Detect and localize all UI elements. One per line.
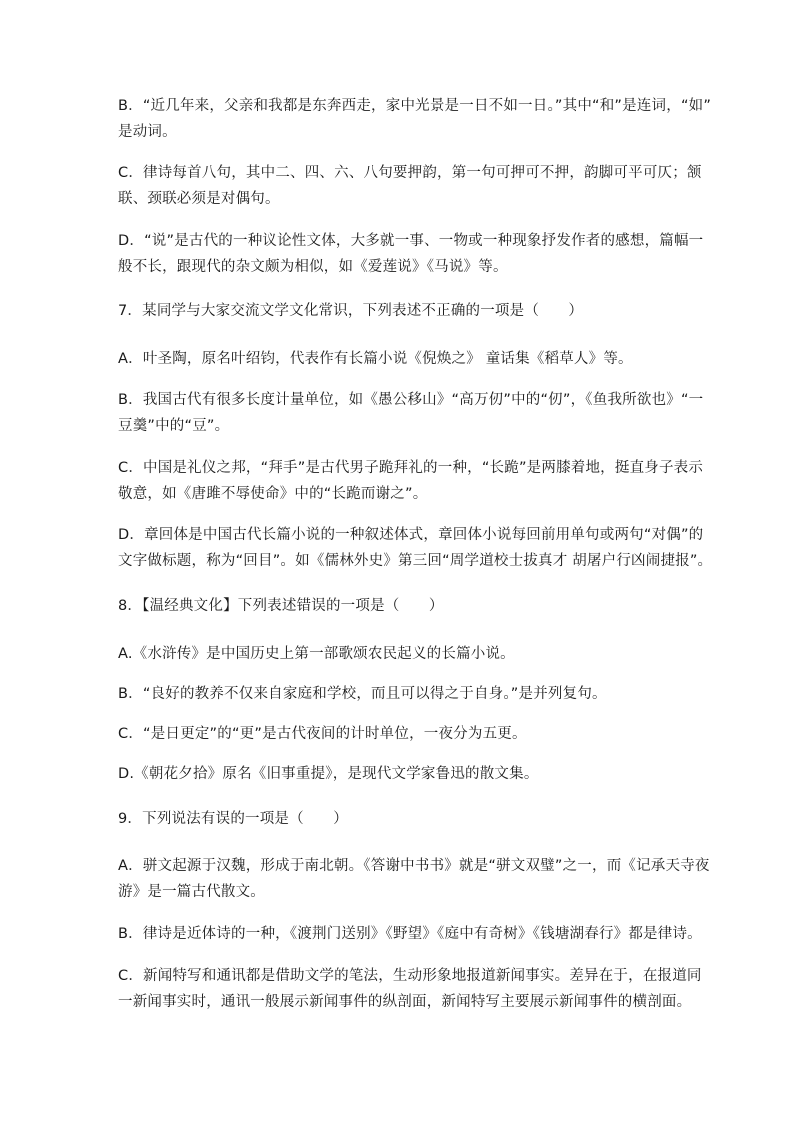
q8-option-c xyxy=(118,721,678,747)
q9-option-c xyxy=(118,963,702,1015)
text-line: A．叶圣陶，原名叶绍钧，代表作有长篇小说《倪焕之》 童话集《稻草人》等。 xyxy=(118,351,633,367)
q9-option-a xyxy=(118,853,710,905)
q7-option-c xyxy=(118,455,704,507)
text-line: A．骈文起源于汉魏，形成于南北朝。《答谢中书书》就是“骈文双璧”之一，而《记承天寺夜 xyxy=(118,858,710,874)
text-line: D.《朝花夕拾》原名《旧事重提》，是现代文学家鲁迅的散文集。 xyxy=(118,766,539,782)
text-line: 般不长，跟现代的杂文颇为相似，如《爱莲说》《马说》等。 xyxy=(118,259,508,275)
option-d-paragraph xyxy=(118,228,704,280)
text-line: 联、颈联必须是对偶句。 xyxy=(118,191,280,207)
q7-option-d xyxy=(118,522,713,574)
text-line: B．律诗是近体诗的一种，《渡荆门送别》《野望》《庭中有奇树》《钱塘湖春行》都是律诗。 xyxy=(118,926,702,942)
q7-option-a xyxy=(118,346,678,372)
text-line: D．“说”是古代的一种议论性文体，大多就一事、一物或一种现象抒发作者的感想，篇幅一 xyxy=(118,233,704,249)
q8-option-a xyxy=(118,641,678,667)
option-c-paragraph xyxy=(118,160,702,212)
text-line: C．新闻特写和通讯都是借助文学的笔法，生动形象地报道新闻事实。差异在于，在报道同 xyxy=(118,968,702,984)
text-line: B．我国古代有很多长度计量单位，如《愚公移山》“高万仞”中的“仞”，《鱼我所欲也》“一 xyxy=(118,392,704,408)
text-line: 文字做标题，称为“回目”。如《儒林外史》第三回“周学道校士拔真才 胡屠户行凶闹捷报”。 xyxy=(118,553,713,569)
text-line: C．中国是礼仪之邦，“拜手”是古代男子跪拜礼的一种，“长跪”是两膝着地，挺直身子表示 xyxy=(118,460,704,476)
question-8-stem xyxy=(118,593,678,619)
text-line: B．“良好的教养不仅来自家庭和学校，而且可以得之于自身。”是并列复句。 xyxy=(118,686,607,702)
text-line: B．“近几年来，父亲和我都是东奔西走，家中光景是一日不如一日。”其中“和”是连词，“如” xyxy=(118,98,712,114)
text-line: 是动词。 xyxy=(118,124,177,140)
text-line: 7．某同学与大家交流文学文化常识，下列表述不正确的一项是（ ） xyxy=(118,303,584,319)
option-b-paragraph xyxy=(118,93,712,145)
q9-option-b xyxy=(118,921,702,947)
text-line: 豆羹”中的“豆”。 xyxy=(118,418,230,434)
text-line: C．律诗每首八句，其中二、四、六、八句要押韵，第一句可押可不押，韵脚可平可仄；颔 xyxy=(118,165,702,181)
text-line: 敬意，如《唐雎不辱使命》中的“长跪而谢之”。 xyxy=(118,486,428,502)
text-line: 9．下列说法有误的一项是（ ） xyxy=(118,811,348,827)
text-line: A.《水浒传》是中国历史上第一部歌颂农民起义的长篇小说。 xyxy=(118,646,515,662)
text-line: D．章回体是中国古代长篇小说的一种叙述体式，章回体小说每回前用单句或两句“对偶”的 xyxy=(118,527,704,543)
question-7-stem xyxy=(118,298,678,324)
text-line: C．“是日更定”的“更”是古代夜间的计时单位，一夜分为五更。 xyxy=(118,726,527,742)
q8-option-b xyxy=(118,681,678,707)
text-line: 游》是一篇古代散文。 xyxy=(118,884,265,900)
q7-option-b xyxy=(118,387,704,439)
q8-option-d xyxy=(118,761,678,787)
question-9-stem xyxy=(118,806,678,832)
text-line: 8．【温经典文化】下列表述错误的一项是（ ） xyxy=(118,598,444,614)
text-line: 一新闻事实时，通讯一般展示新闻事件的纵剖面，新闻特写主要展示新闻事件的横剖面。 xyxy=(118,994,692,1010)
